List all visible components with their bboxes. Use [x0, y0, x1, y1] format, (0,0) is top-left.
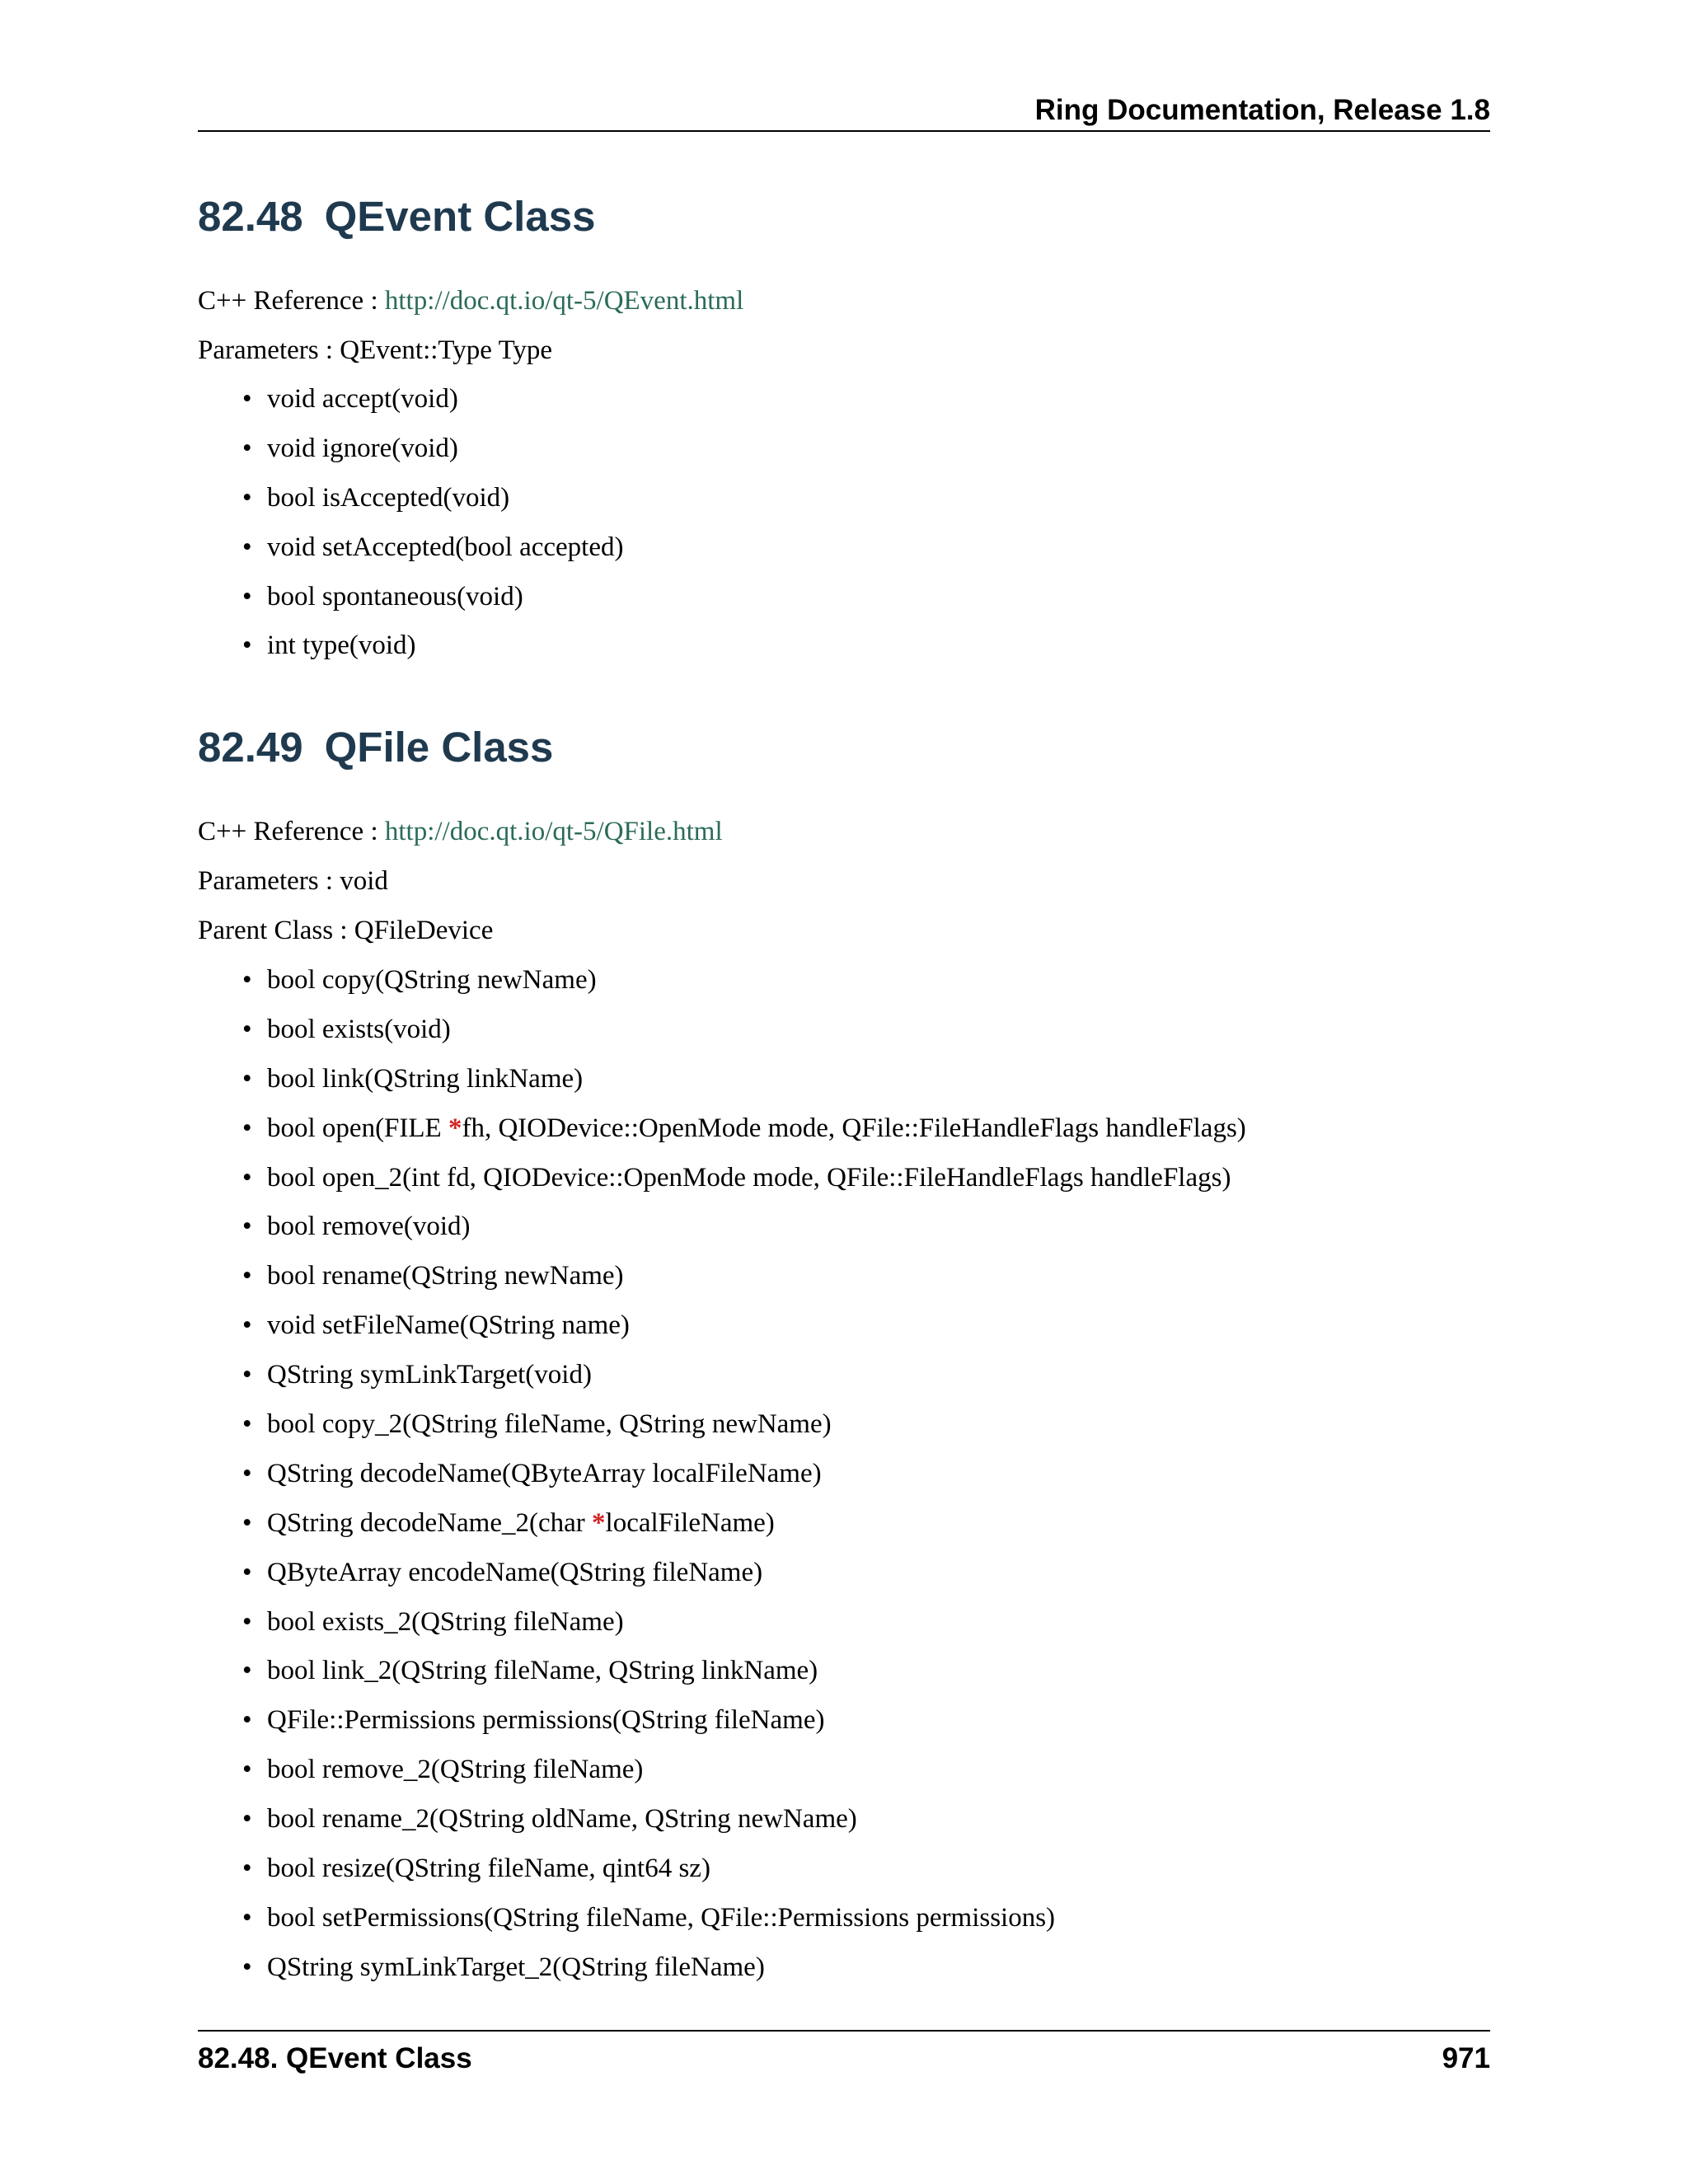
parameters-line: Parameters : void	[198, 866, 388, 896]
reference-link[interactable]: http://doc.qt.io/qt-5/QEvent.html	[384, 286, 744, 316]
method-item	[242, 1901, 1246, 1951]
method-item	[242, 432, 623, 481]
method-item	[242, 1654, 1246, 1704]
method-signature-text: bool rename_2(QString oldName, QString newName)	[267, 1804, 857, 1835]
bullet-icon: •	[242, 630, 252, 661]
method-item	[242, 1408, 1246, 1457]
bullet-icon: •	[242, 1755, 252, 1785]
bullet-icon: •	[242, 1360, 252, 1390]
method-signature-text: bool resize(QString fileName, qint64 sz)	[267, 1854, 710, 1884]
method-item	[242, 1112, 1246, 1161]
asterisk-mark: *	[448, 1113, 462, 1143]
method-signature-text: QString symLinkTarget(void)	[267, 1360, 592, 1390]
method-item	[242, 1951, 1246, 2000]
running-header: Ring Documentation, Release 1.8	[1034, 94, 1490, 126]
method-item	[242, 580, 623, 630]
method-item	[242, 1309, 1246, 1358]
footer-section: 82.48. QEvent Class	[198, 2042, 472, 2074]
method-item	[242, 1802, 1246, 1852]
method-item	[242, 963, 1246, 1013]
method-item	[242, 1259, 1246, 1309]
bullet-icon: •	[242, 1458, 252, 1488]
method-item	[242, 1358, 1246, 1408]
bullet-icon: •	[242, 1261, 252, 1291]
header-rule	[198, 130, 1490, 132]
method-signature-text: QByteArray encodeName(QString fileName)	[267, 1557, 763, 1587]
method-signature-text: void accept(void)	[267, 384, 458, 414]
method-item	[242, 481, 623, 531]
method-item	[242, 1457, 1246, 1507]
method-signature-text: bool remove(void)	[267, 1212, 471, 1242]
reference-link[interactable]: http://doc.qt.io/qt-5/QFile.html	[384, 817, 723, 846]
cpp-reference-line	[198, 815, 723, 848]
method-item	[242, 1161, 1246, 1211]
method-item	[242, 629, 623, 678]
method-signature-text: bool isAccepted(void)	[267, 482, 510, 513]
parameters-line: Parameters : QEvent::Type Type	[198, 335, 553, 365]
footer-rule	[198, 2030, 1490, 2032]
bullet-icon: •	[242, 1014, 252, 1044]
method-signature-text: bool link_2(QString fileName, QString linkName)	[267, 1656, 818, 1686]
method-list	[242, 382, 623, 678]
method-signature-text: void ignore(void)	[267, 433, 458, 463]
bullet-icon: •	[242, 1854, 252, 1884]
bullet-icon: •	[242, 581, 252, 612]
section-title-text: QFile Class	[324, 724, 554, 771]
bullet-icon: •	[242, 1557, 252, 1587]
method-signature-text: QString decodeName_2(char	[267, 1507, 593, 1538]
method-signature-text: bool exists_2(QString fileName)	[267, 1606, 624, 1637]
method-signature-text: fh, QIODevice::OpenMode mode, QFile::FileHandleFlags handleFlags)	[462, 1113, 1246, 1143]
bullet-icon: •	[242, 384, 252, 414]
bullet-icon: •	[242, 1705, 252, 1736]
method-signature-text: bool copy_2(QString fileName, QString newName)	[267, 1409, 832, 1440]
method-item	[242, 1704, 1246, 1753]
method-item	[242, 1062, 1246, 1112]
bullet-icon: •	[242, 1952, 252, 1982]
bullet-icon: •	[242, 433, 252, 463]
method-item	[242, 1605, 1246, 1655]
footer-page-number: 971	[1442, 2042, 1490, 2074]
document-page	[198, 0, 1490, 2184]
method-signature-text: QString decodeName(QByteArray localFileName)	[267, 1458, 822, 1488]
bullet-icon: •	[242, 1162, 252, 1193]
method-signature-text: QFile::Permissions permissions(QString fileName)	[267, 1705, 825, 1736]
method-signature-text: int type(void)	[267, 630, 416, 661]
method-item	[242, 1852, 1246, 1901]
method-item	[242, 1210, 1246, 1259]
bullet-icon: •	[242, 1063, 252, 1094]
bullet-icon: •	[242, 1310, 252, 1341]
method-item	[242, 1507, 1246, 1556]
method-item	[242, 531, 623, 580]
parent-class-line: Parent Class : QFileDevice	[198, 916, 494, 945]
method-list	[242, 963, 1246, 2000]
bullet-icon: •	[242, 1656, 252, 1686]
reference-label: C++ Reference :	[198, 286, 385, 316]
bullet-icon: •	[242, 965, 252, 995]
section-heading-qevent	[198, 192, 595, 241]
bullet-icon: •	[242, 1606, 252, 1637]
method-signature-text: bool spontaneous(void)	[267, 581, 523, 612]
method-signature-text: bool remove_2(QString fileName)	[267, 1755, 644, 1785]
reference-label: C++ Reference :	[198, 817, 385, 846]
method-item	[242, 382, 623, 432]
method-signature-text: bool rename(QString newName)	[267, 1261, 624, 1291]
method-signature-text: bool copy(QString newName)	[267, 965, 597, 995]
bullet-icon: •	[242, 1902, 252, 1933]
bullet-icon: •	[242, 1113, 252, 1143]
bullet-icon: •	[242, 1212, 252, 1242]
section-title-text: QEvent Class	[324, 193, 596, 240]
section-heading-qfile	[198, 723, 553, 772]
bullet-icon: •	[242, 482, 252, 513]
method-signature-text: bool exists(void)	[267, 1014, 451, 1044]
method-item	[242, 1013, 1246, 1062]
method-signature-text: bool setPermissions(QString fileName, QFile::Permissions permissions)	[267, 1902, 1056, 1933]
method-signature-text: void setFileName(QString name)	[267, 1310, 630, 1341]
method-signature-text: void setAccepted(bool accepted)	[267, 532, 624, 562]
method-signature-text: localFileName)	[605, 1507, 775, 1538]
bullet-icon: •	[242, 1507, 252, 1538]
method-signature-text: bool link(QString linkName)	[267, 1063, 584, 1094]
asterisk-mark: *	[592, 1507, 606, 1538]
bullet-icon: •	[242, 1409, 252, 1440]
method-item	[242, 1753, 1246, 1802]
method-signature-text: bool open(FILE	[267, 1113, 448, 1143]
bullet-icon: •	[242, 1804, 252, 1835]
bullet-icon: •	[242, 532, 252, 562]
method-signature-text: QString symLinkTarget_2(QString fileName)	[267, 1952, 765, 1982]
section-number: 82.49	[198, 724, 303, 771]
cpp-reference-line	[198, 284, 743, 317]
section-number: 82.48	[198, 193, 303, 240]
method-item	[242, 1556, 1246, 1605]
method-signature-text: bool open_2(int fd, QIODevice::OpenMode mode, QFile::FileHandleFlags handleFlags)	[267, 1162, 1231, 1193]
